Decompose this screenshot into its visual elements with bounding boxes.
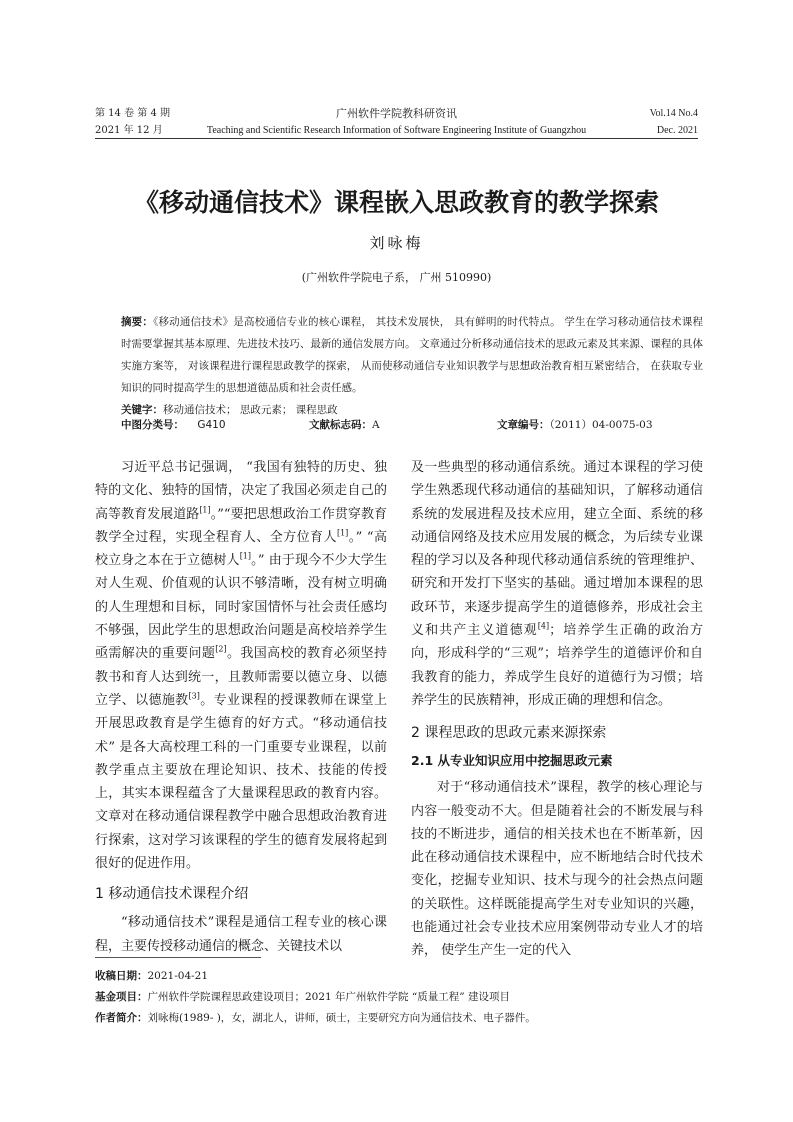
intro-paragraph (95, 456, 387, 875)
author-name: 刘咏梅 (369, 234, 424, 252)
citation-ref: [2] (215, 645, 227, 655)
section-heading-1: 1 移动通信技术课程介绍 (95, 886, 249, 903)
keywords-label: 关键字： (121, 404, 163, 416)
text-run: 习近平总书记强调， “我国有独特的历史、独特的文化、独特的国情，决定了我国必须走自己的高等教育发展道路 (95, 460, 387, 522)
continued-paragraph (411, 456, 703, 712)
subsection-heading-2-1: 2.1 从专业知识应用中挖掘思政元素 (411, 753, 613, 769)
header-rule (95, 138, 698, 139)
text-run: 及一些典型的移动通信系统。通过本课程的学习使学生熟悉现代移动通信的基础知识，了解移动通信系统的发展进程及技术应用，建立全面、系统的移动通信网络及技术应用发展的概念，为后续专业课程的学习以及各种现代移动通信系统的管理维护、研究和开发打下坚实的基础。通过增加本课程的思政环节，来逐步提高学生的道德修养，形成社会主义和共产主义道德观 (411, 460, 703, 639)
header-journal-en: Teaching and Scientific Research Information of Software Engineering Institute of Guangzhou (206, 125, 587, 136)
right-column (411, 456, 703, 963)
header-vol-en: Vol.14 No.4 (649, 108, 698, 119)
doc-code-value: A (372, 419, 380, 431)
footnote-fund (95, 989, 698, 1006)
text-run: 。”“要把思想政治工作贯穿教育教学全过程，实现全程育人、全方位育人 (95, 506, 387, 545)
author-affiliation: (广州软件学院电子系， 广州 510990) (301, 271, 492, 284)
abstract (121, 311, 703, 421)
course-intro-paragraph: “移动通信技术”课程是通信工程专业的核心课程，主要传授移动通信的概念、关键技术以 (95, 915, 387, 954)
received-label: 收稿日期： (95, 970, 148, 982)
citation-ref: [3] (188, 691, 200, 701)
citation-ref: [1] (199, 505, 211, 515)
keywords-text: 移动通信技术； 思政元素； 课程思政 (163, 404, 338, 416)
abstract-text: 《移动通信技术》是高校通信专业的核心课程， 其技术发展快， 具有鲜明的时代特点。 学生在学习移动通信技术课程时需要掌握其基本原理、先进技术技巧、最新的通信发展方向。 文章通过分析移动通信技术的思政元素及其来源、课程的具体实施方案等， 对该课程进行课程思政教学的探索， 从而使移动通信专业知识教学与思想政治教育相互紧密结合， 在获取专业知识的同时提高学生的思想道德品质和社会责任感。 (121, 316, 704, 394)
classification-value: G410 (197, 419, 226, 431)
classification (121, 415, 226, 435)
section-heading-2: 2 课程思政的思政元素来源探索 (411, 725, 607, 742)
bio-label: 作者简介： (95, 1012, 148, 1024)
received-date: 2021-04-21 (147, 970, 209, 982)
left-column (95, 456, 387, 958)
header-journal-cn: 广州软件学院教科研资讯 (336, 107, 457, 120)
article-no-label: 文章编号： (497, 419, 550, 431)
paper-title: 《移动通信技术》课程嵌入思政教育的教学探索 (133, 188, 659, 217)
header-date: 2021 年 12 月 (95, 125, 163, 136)
section-2-1-paragraph: 对于“移动通信技术”课程，教学的核心理论与内容一般变动不大。但是随着社会的不断发展与科技的不断进步，通信的相关技术也在不断革新，因此在移动通信技术课程中，应不断地结合时代技术变化，挖掘专业知识、技术与现今的社会热点问题的关联性。这样既能提高学生对专业知识的兴趣，也能通过社会专业技术应用案例带动专业人才的培养， 使学生产生一定的代入 (411, 780, 703, 959)
doc-code (309, 415, 380, 435)
header-date-en: Dec. 2021 (656, 125, 698, 136)
text-run: ；培养学生正确的政治方向，形成科学的“三观”；培养学生的道德评价和自我教育的能力，养成学生良好的道德行为习惯；培养学生的民族精神，形成正确的理想和信念。 (411, 623, 703, 708)
article-no-value: （2011）04-0075-03 (549, 419, 653, 431)
bio-text: 刘咏梅(1989- )，女，湖北人，讲师，硕士，主要研究方向为通信技术、电子器件。 (147, 1012, 536, 1024)
text-run: 。” “高校立身之本在于立德树人 (95, 529, 387, 569)
header-volume: 第 14 卷 第 4 期 (95, 108, 170, 119)
fund-text: 广州软件学院课程思政建设项目；2021 年广州软件学院 “质量工程” 建设项目 (147, 991, 510, 1003)
abstract-label: 摘要： (121, 316, 154, 328)
citation-ref: [4] (537, 621, 550, 631)
doc-code-label: 文献标志码： (309, 419, 372, 431)
classification-label: 中图分类号： (121, 419, 184, 431)
citation-ref: [1] (336, 528, 349, 538)
fund-label: 基金项目： (95, 991, 148, 1003)
text-run: 。” 由于现今不少大学生对人生观、价值观的认识不够清晰，没有树立明确的人生理想和目标，同时家国情怀与社会责任感均不够强，因此学生的思想政治问题是高校培养学生亟需解决的重要问题 (95, 553, 387, 662)
article-number (497, 415, 653, 435)
footnote-author-bio (95, 1010, 698, 1027)
text-run: 。我国高校的教育必须坚持教书和育人达到统一，且教师需要以德立身、以德立学、以德施教 (95, 646, 387, 708)
text-run: 。专业课程的授课教师在课堂上开展思政教育是学生德育的好方式。“移动通信技术” 是各大高校理工科的一门重要专业课程，以前教学重点主要放在理论知识、技术、技能的传授上，其实本课程蕴含了大量课程思政的教育内容。文章对在移动通信课程教学中融合思想政治教育进行探索，这对学习该课程的学生的德育发展将起到很好的促进作用。 (95, 692, 387, 872)
footnote-rule (95, 957, 261, 958)
citation-ref: [1] (239, 551, 252, 561)
footnote-received (95, 968, 698, 985)
